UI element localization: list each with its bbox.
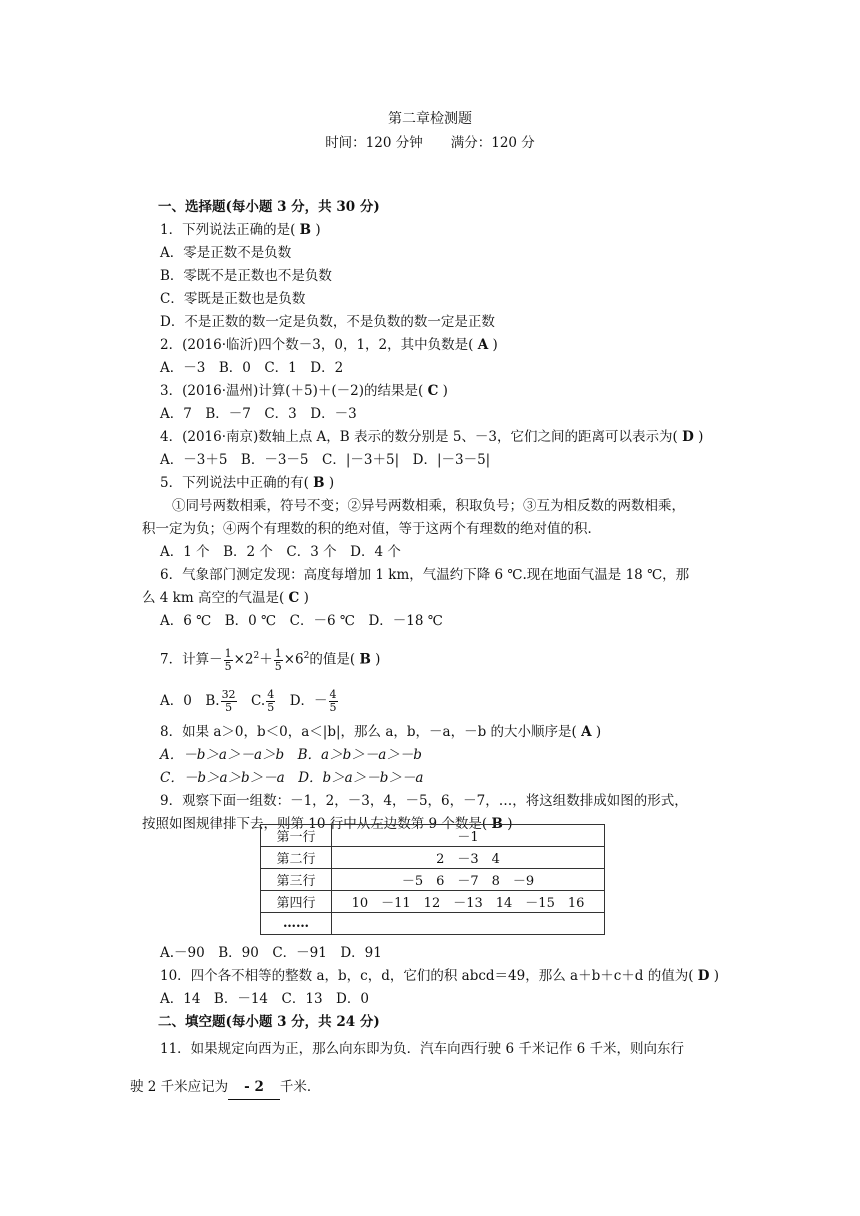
question-9-options: A.－90 B．90 C．－91 D．91 — [160, 945, 382, 961]
question-1-stem: 1．下列说法正确的是( — [160, 222, 296, 238]
full-score: 满分：120 分 — [450, 135, 535, 151]
table-row-label: …… — [261, 913, 332, 935]
table-row — [261, 869, 605, 891]
question-1-option-b: B．零既不是正数也不是负数 — [160, 268, 332, 284]
question-8-options-1: A．－b＞a＞－a＞b B．a＞b＞－a＞－b — [160, 747, 422, 763]
question-4-options: A．－3＋5 B．－3－5 C．|－3＋5| D．|－3－5| — [160, 452, 491, 468]
question-5-close: ) — [328, 475, 335, 491]
table-row — [261, 913, 605, 935]
question-3-close: ) — [442, 383, 448, 399]
table-row — [261, 847, 605, 869]
table-row-label: 第三行 — [261, 869, 332, 891]
question-9-answer: B — [491, 816, 503, 832]
question-2-close: ) — [492, 337, 498, 353]
question-7-fraction-1 — [224, 648, 233, 673]
table-row-label: 第四行 — [261, 891, 332, 913]
table-row-label: 第一行 — [261, 825, 332, 847]
fraction-denominator: 5 — [329, 701, 337, 714]
question-6-line-2 — [142, 587, 732, 610]
question-2-answer: A — [477, 337, 489, 353]
question-7-close: ) — [375, 651, 381, 668]
question-8-stem: 8．如果 a＞0，b＜0，a＜|b|，那么 a，b，－a，－b 的大小顺序是( — [160, 724, 577, 740]
question-6-stem: 么 4 km 高空的气温是( — [142, 590, 285, 606]
question-7-suffix: 的值是( — [309, 651, 356, 668]
question-6-options: A．6 ℃ B．0 ℃ C．－6 ℃ D．－18 ℃ — [160, 613, 443, 629]
fraction-numerator: 4 — [329, 688, 337, 701]
question-5-stem: 5．下列说法中正确的有( — [160, 475, 309, 491]
question-6-close: ) — [303, 590, 309, 606]
question-list-continued — [130, 942, 732, 1100]
question-7-options — [160, 681, 732, 721]
question-3 — [160, 380, 732, 403]
question-7-option-a: A．0 B. — [160, 693, 220, 709]
question-9-table — [260, 824, 605, 935]
fraction-numerator: 4 — [267, 688, 275, 701]
question-8-options-2: C．－b＞a＞b＞－a D．b＞a＞－b＞－a — [160, 770, 424, 786]
question-5-statements-line-1: ①同号两数相乘，符号不变；②异号两数相乘，积取负号；③互为相反数的两数相乘， — [172, 498, 685, 514]
fraction-denominator: 5 — [274, 659, 282, 673]
question-7 — [160, 637, 732, 675]
question-1-option-d: D．不是正数的数一定是负数，不是负数的数一定是正数 — [160, 314, 495, 330]
question-10-options: A．14 B．－14 C．13 D．0 — [160, 991, 369, 1007]
question-4-answer: D — [682, 429, 694, 445]
fraction-denominator: 5 — [225, 701, 233, 714]
question-10-answer: D — [697, 968, 710, 984]
exponent: 2 — [253, 651, 260, 661]
question-2-stem: 2．(2016·临沂)四个数－3，0，1，2，其中负数是( — [160, 337, 474, 353]
question-6-line-1: 6．气象部门测定发现：高度每增加 1 km，气温约下降 6 ℃.现在地面气温是 18 ℃，那 — [160, 567, 690, 583]
question-9-close: ) — [507, 816, 513, 832]
table-row — [261, 825, 605, 847]
question-5-options: A．1 个 B．2 个 C．3 个 D．4 个 — [160, 544, 401, 560]
question-11-prefix: 驶 2 千米应记为 — [130, 1079, 229, 1095]
table-row-value: －1 — [332, 825, 605, 847]
question-1-answer: B — [299, 222, 312, 238]
exponent: 2 — [303, 651, 310, 661]
section-heading-choice: 一、选择题(每小题 3 分，共 30 分) — [158, 199, 380, 215]
table-row-value: 2 －3 4 — [332, 847, 605, 869]
table-row-value: 10 －11 12 －13 14 －15 16 — [332, 891, 605, 913]
question-8-close: ) — [595, 724, 602, 740]
question-3-stem: 3．(2016·温州)计算(＋5)＋(－2)的结果是( — [160, 383, 424, 399]
question-2 — [160, 334, 732, 357]
table-row-label: 第二行 — [261, 847, 332, 869]
question-7-operator: ＋ — [259, 651, 273, 668]
question-4 — [160, 426, 732, 449]
question-11-answer-blank: - 2 — [228, 1076, 280, 1100]
question-9-line-1: 9．观察下面一组数：－1，2，－3，4，－5，6，－7，…，将这组数排成如图的形式， — [160, 793, 688, 809]
question-10-stem: 10．四个各不相等的整数 a，b，c，d，它们的积 abcd＝49，那么 a＋b＋c＋d 的值为( — [160, 968, 694, 984]
fraction-denominator: 5 — [267, 701, 275, 714]
fraction-denominator: 5 — [224, 659, 232, 673]
question-7-fraction-2 — [274, 648, 283, 673]
question-4-close: ) — [698, 429, 704, 445]
question-1-close: ) — [315, 222, 321, 238]
fraction-numerator: 32 — [221, 688, 236, 701]
question-10-close: ) — [713, 968, 720, 984]
question-5 — [160, 472, 732, 495]
question-11-line-1: 11．如果规定向西为正，那么向东即为负．汽车向西行驶 6 千米记作 6 千米，则向东行 — [160, 1041, 685, 1057]
question-2-options: A．－3 B．0 C．1 D．2 — [160, 360, 344, 376]
question-7-term: ×6 — [283, 651, 304, 668]
question-4-stem: 4．(2016·南京)数轴上点 A，B 表示的数分别是 5、－3，它们之间的距离可以表示为( — [160, 429, 678, 445]
question-7-prefix: 7．计算－ — [160, 651, 223, 668]
question-8 — [160, 721, 732, 744]
section-heading-fill: 二、填空题(每小题 3 分，共 24 分) — [158, 1014, 380, 1030]
exam-info — [0, 131, 860, 151]
table-row — [261, 891, 605, 913]
question-5-statements-line-2: 积一定为负；④两个有理数的积的绝对值，等于这两个有理数的绝对值的积． — [142, 521, 601, 537]
question-7-term: ×2 — [233, 651, 254, 668]
fraction-numerator: 1 — [274, 646, 282, 660]
question-list — [142, 196, 732, 836]
question-9-stem: 按照如图规律排下去，则第 10 行中从左边数第 9 个数是( — [142, 816, 488, 832]
fraction-numerator: 1 — [224, 646, 232, 660]
question-10 — [160, 965, 732, 988]
question-1-option-c: C．零既是正数也是负数 — [160, 291, 306, 307]
question-1-option-a: A．零是正数不是负数 — [160, 245, 292, 261]
question-11-suffix: 千米． — [279, 1079, 321, 1095]
question-7-option-d-fraction — [329, 689, 338, 714]
table-row-value: －5 6 －7 8 －9 — [332, 869, 605, 891]
question-7-option-b-fraction — [221, 689, 237, 714]
question-3-options: A．7 B．－7 C．3 D．－3 — [160, 406, 357, 422]
page-title: 第二章检测题 — [388, 111, 472, 127]
question-7-option-c-label: C. — [237, 693, 266, 709]
question-8-answer: A — [581, 724, 592, 740]
question-11-line-2 — [130, 1076, 732, 1100]
time-limit: 时间：120 分钟 — [325, 135, 423, 151]
table-row-value — [332, 913, 605, 935]
question-7-answer: B — [359, 651, 371, 668]
question-1 — [160, 219, 732, 242]
question-6-answer: C — [288, 590, 300, 606]
question-5-answer: B — [313, 475, 325, 491]
question-3-answer: C — [427, 383, 439, 399]
question-7-option-d-label: D．－ — [276, 693, 328, 709]
question-7-option-c-fraction — [266, 689, 275, 714]
